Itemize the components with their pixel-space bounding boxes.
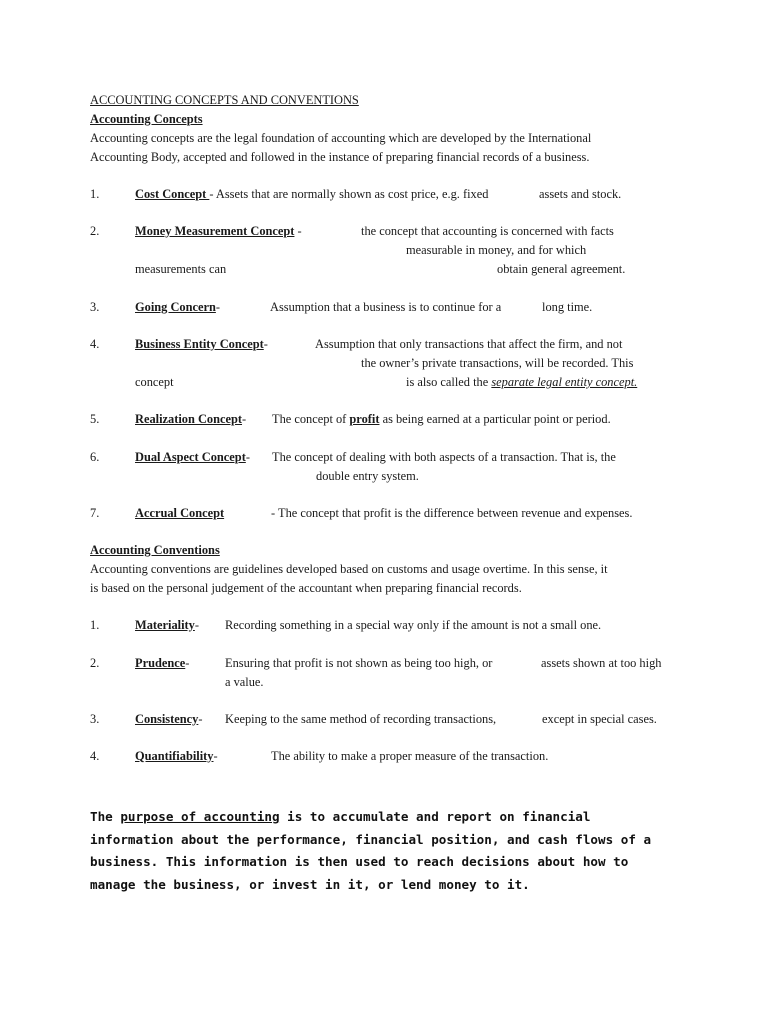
concept-item-money-measurement bbox=[135, 224, 302, 239]
closing-line-3: business. This information is then used to reach decisions about how to bbox=[90, 854, 629, 870]
concepts-intro-line-2: Accounting Body, accepted and followed in the instance of preparing financial records of a business. bbox=[90, 150, 590, 164]
concept-description-line-2: double entry system. bbox=[316, 469, 419, 483]
concept-separator: - bbox=[294, 224, 302, 238]
concept-description-line-3b: obtain general agreement. bbox=[497, 262, 626, 276]
concept-item-going-concern bbox=[135, 300, 220, 315]
convention-term: Quantifiability bbox=[135, 749, 214, 763]
concept-description: Assumption that a business is to continue for a bbox=[270, 300, 502, 314]
convention-number: 1. bbox=[90, 618, 100, 632]
closing-text: is to accumulate and report on financial bbox=[279, 809, 591, 824]
convention-term: Prudence bbox=[135, 656, 186, 670]
convention-description: The ability to make a proper measure of the transaction. bbox=[271, 749, 549, 763]
concept-term: Accrual Concept bbox=[135, 506, 225, 520]
concept-number: 5. bbox=[90, 412, 100, 426]
concept-description-cont: long time. bbox=[542, 300, 593, 314]
convention-term: Materiality bbox=[135, 618, 195, 632]
convention-description: Recording something in a special way only if the amount is not a small one. bbox=[225, 618, 602, 632]
convention-item-consistency bbox=[135, 712, 202, 727]
concept-number: 7. bbox=[90, 506, 100, 520]
convention-description: Ensuring that profit is not shown as being too high, or bbox=[225, 656, 493, 670]
concepts-heading: Accounting Concepts bbox=[90, 112, 203, 126]
convention-number: 3. bbox=[90, 712, 100, 726]
convention-description-cont: assets shown at too high bbox=[541, 656, 662, 670]
convention-term: Consistency bbox=[135, 712, 199, 726]
concept-description-text: is also called the bbox=[406, 375, 492, 389]
concept-description: The concept of dealing with both aspects of a transaction. That is, the bbox=[272, 450, 616, 464]
concept-description-text: as being earned at a particular point or period. bbox=[379, 412, 611, 426]
concept-item-business-entity bbox=[135, 337, 268, 352]
convention-description: Keeping to the same method of recording transactions, bbox=[225, 712, 497, 726]
concept-description-line-3b bbox=[406, 375, 637, 390]
concept-separator: - bbox=[242, 412, 247, 426]
convention-separator: - bbox=[194, 618, 200, 632]
concept-description-line-3a: concept bbox=[135, 375, 174, 389]
concept-term: Business Entity Concept bbox=[135, 337, 264, 351]
convention-description-line-2: a value. bbox=[225, 675, 264, 689]
concept-description-text: The concept of bbox=[272, 412, 350, 426]
convention-separator: - bbox=[185, 656, 190, 670]
concept-description-line-2: measurable in money, and for which bbox=[406, 243, 587, 257]
concept-description: - The concept that profit is the difference between revenue and expenses. bbox=[271, 506, 633, 520]
convention-description-cont: except in special cases. bbox=[542, 712, 657, 726]
convention-item-quantifiability bbox=[135, 749, 218, 764]
concept-term: Realization Concept bbox=[135, 412, 243, 426]
purpose-of-accounting-term: purpose of accounting bbox=[120, 809, 280, 824]
concept-term: Going Concern bbox=[135, 300, 216, 314]
concept-description bbox=[272, 412, 611, 427]
concept-term: Dual Aspect Concept bbox=[135, 450, 246, 464]
closing-line-1 bbox=[90, 806, 690, 829]
concept-separator: - bbox=[263, 337, 268, 351]
document-title: ACCOUNTING CONCEPTS AND CONVENTIONS bbox=[90, 93, 359, 107]
profit-term: profit bbox=[349, 412, 380, 426]
conventions-intro-line-1: Accounting conventions are guidelines developed based on customs and usage overtime. In this sense, it bbox=[90, 562, 608, 576]
concept-separator: - bbox=[215, 300, 221, 314]
closing-text: The bbox=[90, 809, 121, 824]
closing-paragraph bbox=[90, 806, 690, 896]
concept-number: 6. bbox=[90, 450, 100, 464]
convention-number: 4. bbox=[90, 749, 100, 763]
concept-description: Assumption that only transactions that affect the firm, and not bbox=[315, 337, 623, 351]
convention-item-prudence bbox=[135, 656, 189, 671]
conventions-heading: Accounting Conventions bbox=[90, 543, 220, 557]
concept-item-cost bbox=[135, 187, 488, 202]
concepts-intro-line-1: Accounting concepts are the legal foundation of accounting which are developed by the International bbox=[90, 131, 592, 145]
closing-line-2: information about the performance, financial position, and cash flows of a bbox=[90, 831, 652, 847]
convention-number: 2. bbox=[90, 656, 100, 670]
concept-number: 1. bbox=[90, 187, 100, 201]
concept-item-realization bbox=[135, 412, 246, 427]
concept-description: Assets that are normally shown as cost price, e.g. fixed bbox=[213, 187, 489, 201]
concept-number: 2. bbox=[90, 224, 100, 238]
closing-line-4: manage the business, or invest in it, or lend money to it. bbox=[90, 876, 530, 892]
concept-number: 3. bbox=[90, 300, 100, 314]
concept-number: 4. bbox=[90, 337, 100, 351]
convention-item-materiality bbox=[135, 618, 199, 633]
convention-separator: - bbox=[198, 712, 203, 726]
concept-separator: - bbox=[209, 187, 214, 201]
concept-description-line-2: the owner’s private transactions, will be recorded. This bbox=[361, 356, 634, 370]
concept-term: Money Measurement Concept bbox=[135, 224, 295, 238]
concept-description: the concept that accounting is concerned with facts bbox=[361, 224, 614, 238]
concept-item-dual-aspect bbox=[135, 450, 250, 465]
conventions-intro-line-2: is based on the personal judgement of the accountant when preparing financial records. bbox=[90, 581, 522, 595]
convention-separator: - bbox=[213, 749, 218, 763]
concept-separator: - bbox=[245, 450, 250, 464]
concept-description-cont: assets and stock. bbox=[539, 187, 622, 201]
separate-legal-entity-term: separate legal entity concept. bbox=[491, 375, 638, 389]
concept-term: Cost Concept bbox=[135, 187, 210, 201]
concept-description-line-3a: measurements can bbox=[135, 262, 227, 276]
